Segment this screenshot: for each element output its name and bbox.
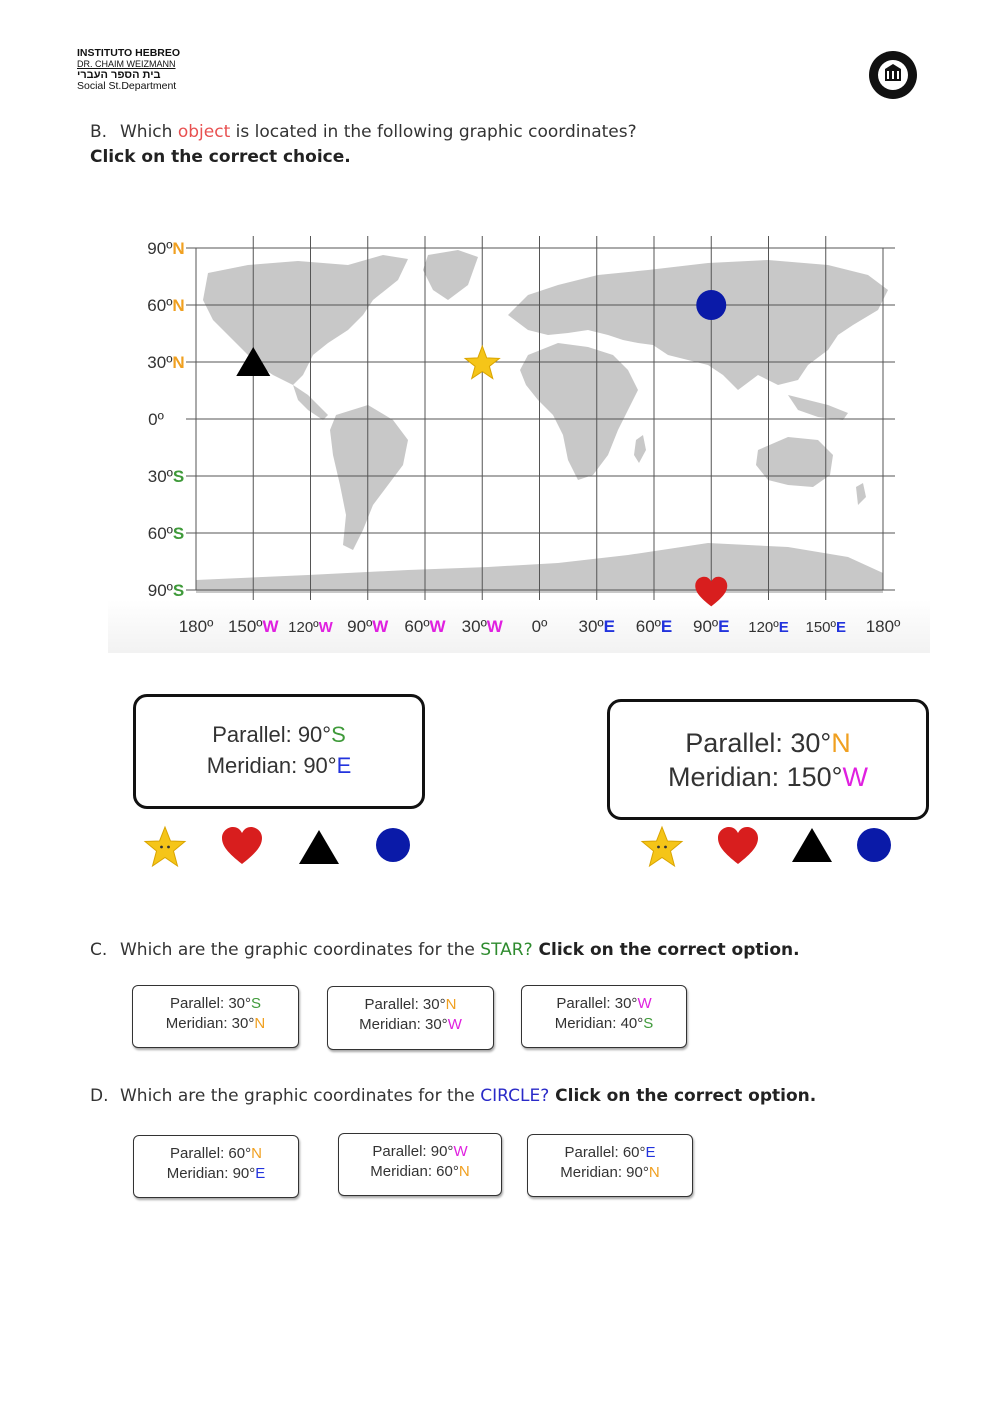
choice-c2-meridian: Meridian: 30° xyxy=(359,1016,448,1033)
left-heart-icon[interactable] xyxy=(220,826,264,866)
question-b-letter: B. xyxy=(90,122,108,142)
choice-c3[interactable] xyxy=(521,985,687,1048)
question-c-highlight: STAR? xyxy=(480,940,533,960)
continents xyxy=(196,250,888,593)
department-name: Social St.Department xyxy=(77,80,177,92)
choice-c3-meridian: Meridian: 40° xyxy=(554,1015,644,1032)
choice-d3-parallel-dir: E xyxy=(645,1144,656,1161)
longitude-label: 90ºE xyxy=(693,617,730,636)
choice-b2-parallel: Parallel: 30° xyxy=(685,728,832,758)
choice-d1-meridian: Meridian: 90° xyxy=(166,1165,256,1182)
choice-d3[interactable] xyxy=(527,1134,693,1197)
choice-d1-meridian-dir: E xyxy=(255,1165,266,1182)
latitude-label: 0º xyxy=(148,410,164,429)
latitude-label: 60ºS xyxy=(147,524,185,543)
question-b-text-mid: is located in the following graphic coordinates? xyxy=(230,122,637,142)
longitude-label: 180º xyxy=(865,617,901,636)
question-b-highlight: object xyxy=(177,122,231,142)
longitude-label: 150ºW xyxy=(227,617,279,636)
question-b xyxy=(90,120,870,170)
longitude-label: 120ºE xyxy=(748,619,789,636)
left-triangle-icon[interactable] xyxy=(298,829,340,865)
right-triangle-icon[interactable] xyxy=(791,827,833,863)
longitude-label: 120ºW xyxy=(288,619,333,636)
choice-d2-parallel-dir: W xyxy=(453,1143,468,1160)
choice-c2-meridian-dir: W xyxy=(447,1016,462,1033)
choice-d2[interactable] xyxy=(338,1133,502,1196)
school-line-2: DR. CHAIM WEIZMANN xyxy=(77,59,176,69)
longitude-label: 0º xyxy=(531,617,548,636)
longitude-label: 60ºW xyxy=(404,617,446,636)
choice-c3-meridian-dir: S xyxy=(643,1015,654,1032)
choice-c1-meridian: Meridian: 30° xyxy=(165,1015,255,1032)
choice-b1-meridian: Meridian: 90° xyxy=(206,753,337,778)
choice-d3-meridian: Meridian: 90° xyxy=(560,1164,649,1181)
question-b-instruction: Click on the correct choice. xyxy=(90,147,351,167)
choice-c1-parallel-dir: S xyxy=(251,995,262,1012)
right-circle-icon[interactable] xyxy=(855,826,893,864)
right-heart-icon[interactable] xyxy=(716,826,760,866)
left-star-icon[interactable] xyxy=(143,825,187,869)
choice-d2-meridian-dir: N xyxy=(458,1163,470,1180)
choice-d1-parallel-dir: N xyxy=(251,1145,262,1162)
choice-c3-parallel: Parallel: 30° xyxy=(556,995,638,1012)
choice-b2-meridian-dir: W xyxy=(842,762,868,792)
question-d-highlight: CIRCLE? xyxy=(480,1086,550,1106)
choice-d1[interactable] xyxy=(133,1135,299,1198)
choice-b2-parallel-dir: N xyxy=(831,728,851,758)
choice-b1-parallel-dir: S xyxy=(331,722,346,747)
choice-b2-meridian: Meridian: 150° xyxy=(668,762,843,792)
question-d-instruction: Click on the correct option. xyxy=(549,1086,817,1106)
longitude-label: 60ºE xyxy=(635,617,673,636)
question-d xyxy=(90,1084,910,1109)
choice-b1-box[interactable] xyxy=(133,694,425,809)
school-logo xyxy=(868,50,918,100)
question-c-letter: C. xyxy=(90,940,108,960)
latitude-label: 30ºN xyxy=(147,353,185,372)
latitude-label: 30ºS xyxy=(147,467,185,486)
choice-c2-parallel: Parallel: 30° xyxy=(364,996,446,1013)
question-c xyxy=(90,938,910,963)
longitude-label: 150ºE xyxy=(805,619,847,636)
choice-c1-meridian-dir: N xyxy=(254,1015,266,1032)
question-d-letter: D. xyxy=(90,1086,109,1106)
choice-b1-parallel: Parallel: 90° xyxy=(212,722,332,747)
school-name xyxy=(77,48,180,92)
school-line-1: INSTITUTO HEBREO xyxy=(77,47,181,59)
longitude-label: 180º xyxy=(178,617,214,636)
choice-b2-box[interactable] xyxy=(607,699,929,820)
choice-c3-parallel-dir: W xyxy=(637,995,652,1012)
longitude-label: 90ºW xyxy=(347,617,389,636)
map-circle-marker xyxy=(696,290,726,320)
world-map xyxy=(108,225,930,653)
question-d-text: Which are the graphic coordinates for the xyxy=(120,1086,481,1106)
school-line-3: בית הספר העברי xyxy=(77,69,161,81)
left-circle-icon[interactable] xyxy=(374,826,412,864)
choice-d2-parallel: Parallel: 90° xyxy=(372,1143,454,1160)
choice-d3-meridian-dir: N xyxy=(648,1164,660,1181)
choice-d2-meridian: Meridian: 60° xyxy=(370,1163,459,1180)
latitude-label: 90ºS xyxy=(147,581,185,600)
choice-c2[interactable] xyxy=(327,986,494,1050)
longitude-label: 30ºW xyxy=(461,617,503,636)
question-c-instruction: Click on the correct option. xyxy=(532,940,800,960)
choice-c1[interactable] xyxy=(132,985,299,1048)
longitude-label: 30ºE xyxy=(578,617,615,636)
choice-b1-meridian-dir: E xyxy=(336,753,352,778)
latitude-label: 90ºN xyxy=(147,239,185,258)
choice-c2-parallel-dir: N xyxy=(445,996,457,1013)
right-star-icon[interactable] xyxy=(640,825,684,869)
choice-c1-parallel: Parallel: 30° xyxy=(169,995,252,1012)
latitude-label: 60ºN xyxy=(147,296,185,315)
choice-d1-parallel: Parallel: 60° xyxy=(170,1145,252,1162)
choice-d3-parallel: Parallel: 60° xyxy=(564,1144,646,1161)
question-b-text-start: Which xyxy=(120,122,178,142)
question-c-text: Which are the graphic coordinates for the xyxy=(120,940,481,960)
